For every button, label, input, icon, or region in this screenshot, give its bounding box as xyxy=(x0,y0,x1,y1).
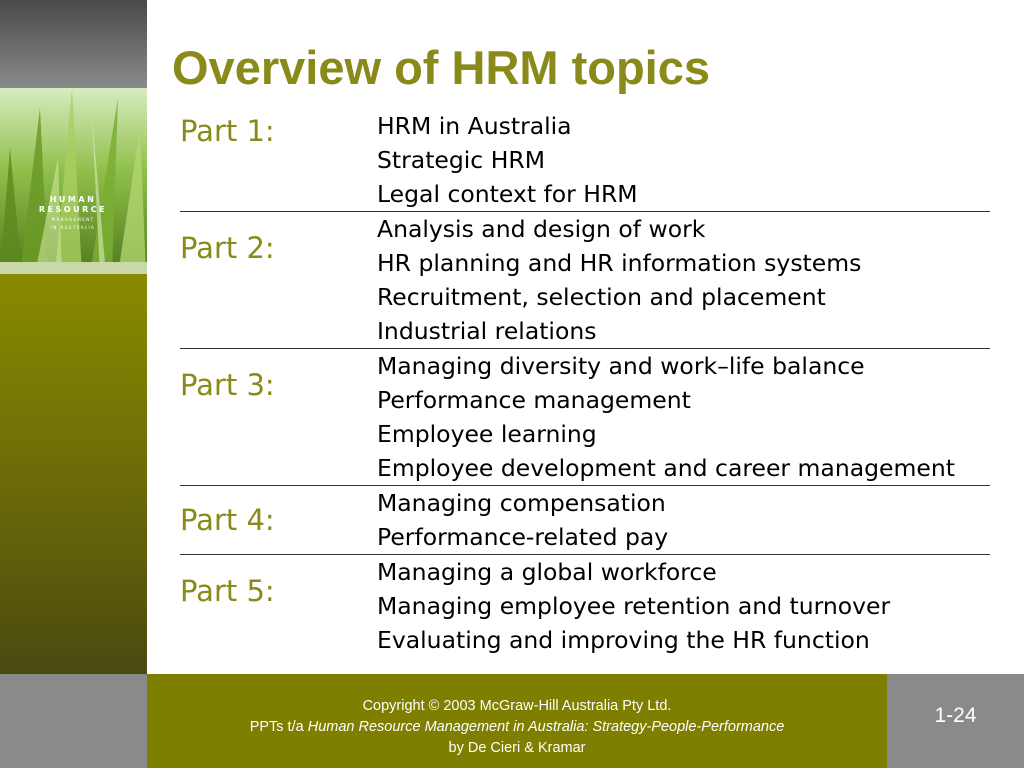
sidebar-top-panel xyxy=(0,0,147,88)
slide-title: Overview of HRM topics xyxy=(172,41,710,94)
topic-item: Legal context for HRM xyxy=(377,180,638,208)
cover-subtitle-line1: MANAGEMENT xyxy=(51,217,95,222)
topic-item: Strategic HRM xyxy=(377,146,545,174)
ppts-prefix: PPTs t/a xyxy=(249,719,308,735)
topic-item: Analysis and design of work xyxy=(377,215,706,243)
authors-line: by De Cieri & Kramar xyxy=(448,740,586,756)
part-label: Part 3: xyxy=(180,368,275,402)
book-cover-image xyxy=(0,88,147,274)
part-label: Part 2: xyxy=(180,231,275,265)
topic-item: Industrial relations xyxy=(377,317,597,345)
parts-table xyxy=(180,109,990,657)
part-label: Part 5: xyxy=(180,574,275,608)
topic-item: HR planning and HR information systems xyxy=(377,249,862,277)
topic-list xyxy=(180,212,990,348)
topic-list xyxy=(180,349,990,485)
part-row-4 xyxy=(180,486,990,555)
copyright-line: Copyright © 2003 McGraw-Hill Australia Pty Ltd. xyxy=(362,698,672,714)
part-row-5 xyxy=(180,555,990,657)
part-label: Part 4: xyxy=(180,503,275,537)
topic-item: Managing compensation xyxy=(377,489,666,517)
part-row-3 xyxy=(180,349,990,486)
topic-item: HRM in Australia xyxy=(377,112,572,140)
footer-right-panel xyxy=(887,674,1024,768)
cover-subtitle-line2: IN AUSTRALIA xyxy=(50,225,96,230)
topic-item: Recruitment, selection and placement xyxy=(377,283,826,311)
footer-left-panel xyxy=(0,674,147,768)
topic-list xyxy=(180,555,990,657)
topic-item: Managing employee retention and turnover xyxy=(377,592,891,620)
topic-item: Employee development and career management xyxy=(377,454,955,482)
cover-title-line2: RESOURCE xyxy=(38,205,108,214)
cover-title-block xyxy=(38,195,108,231)
slide-number: 1-24 xyxy=(934,704,977,727)
cover-footer-strip xyxy=(0,262,147,274)
topic-item: Managing a global workforce xyxy=(377,558,717,586)
part-row-1 xyxy=(180,109,990,212)
footer-credits xyxy=(147,674,887,768)
sidebar-bottom-panel xyxy=(0,274,147,674)
topic-list xyxy=(180,109,990,211)
part-row-2 xyxy=(180,212,990,349)
cover-title-line1: HUMAN xyxy=(49,195,97,204)
ppts-line xyxy=(147,717,887,738)
topic-list xyxy=(180,486,990,554)
leaves-illustration xyxy=(0,88,147,274)
topic-item: Employee learning xyxy=(377,420,597,448)
topic-item: Managing diversity and work–life balance xyxy=(377,352,865,380)
book-title: Human Resource Management in Australia: Strategy-People-Performance xyxy=(307,719,785,735)
topic-item: Performance-related pay xyxy=(377,523,669,551)
topic-item: Evaluating and improving the HR function xyxy=(377,626,870,654)
part-label: Part 1: xyxy=(180,114,275,148)
topic-item: Performance management xyxy=(377,386,691,414)
